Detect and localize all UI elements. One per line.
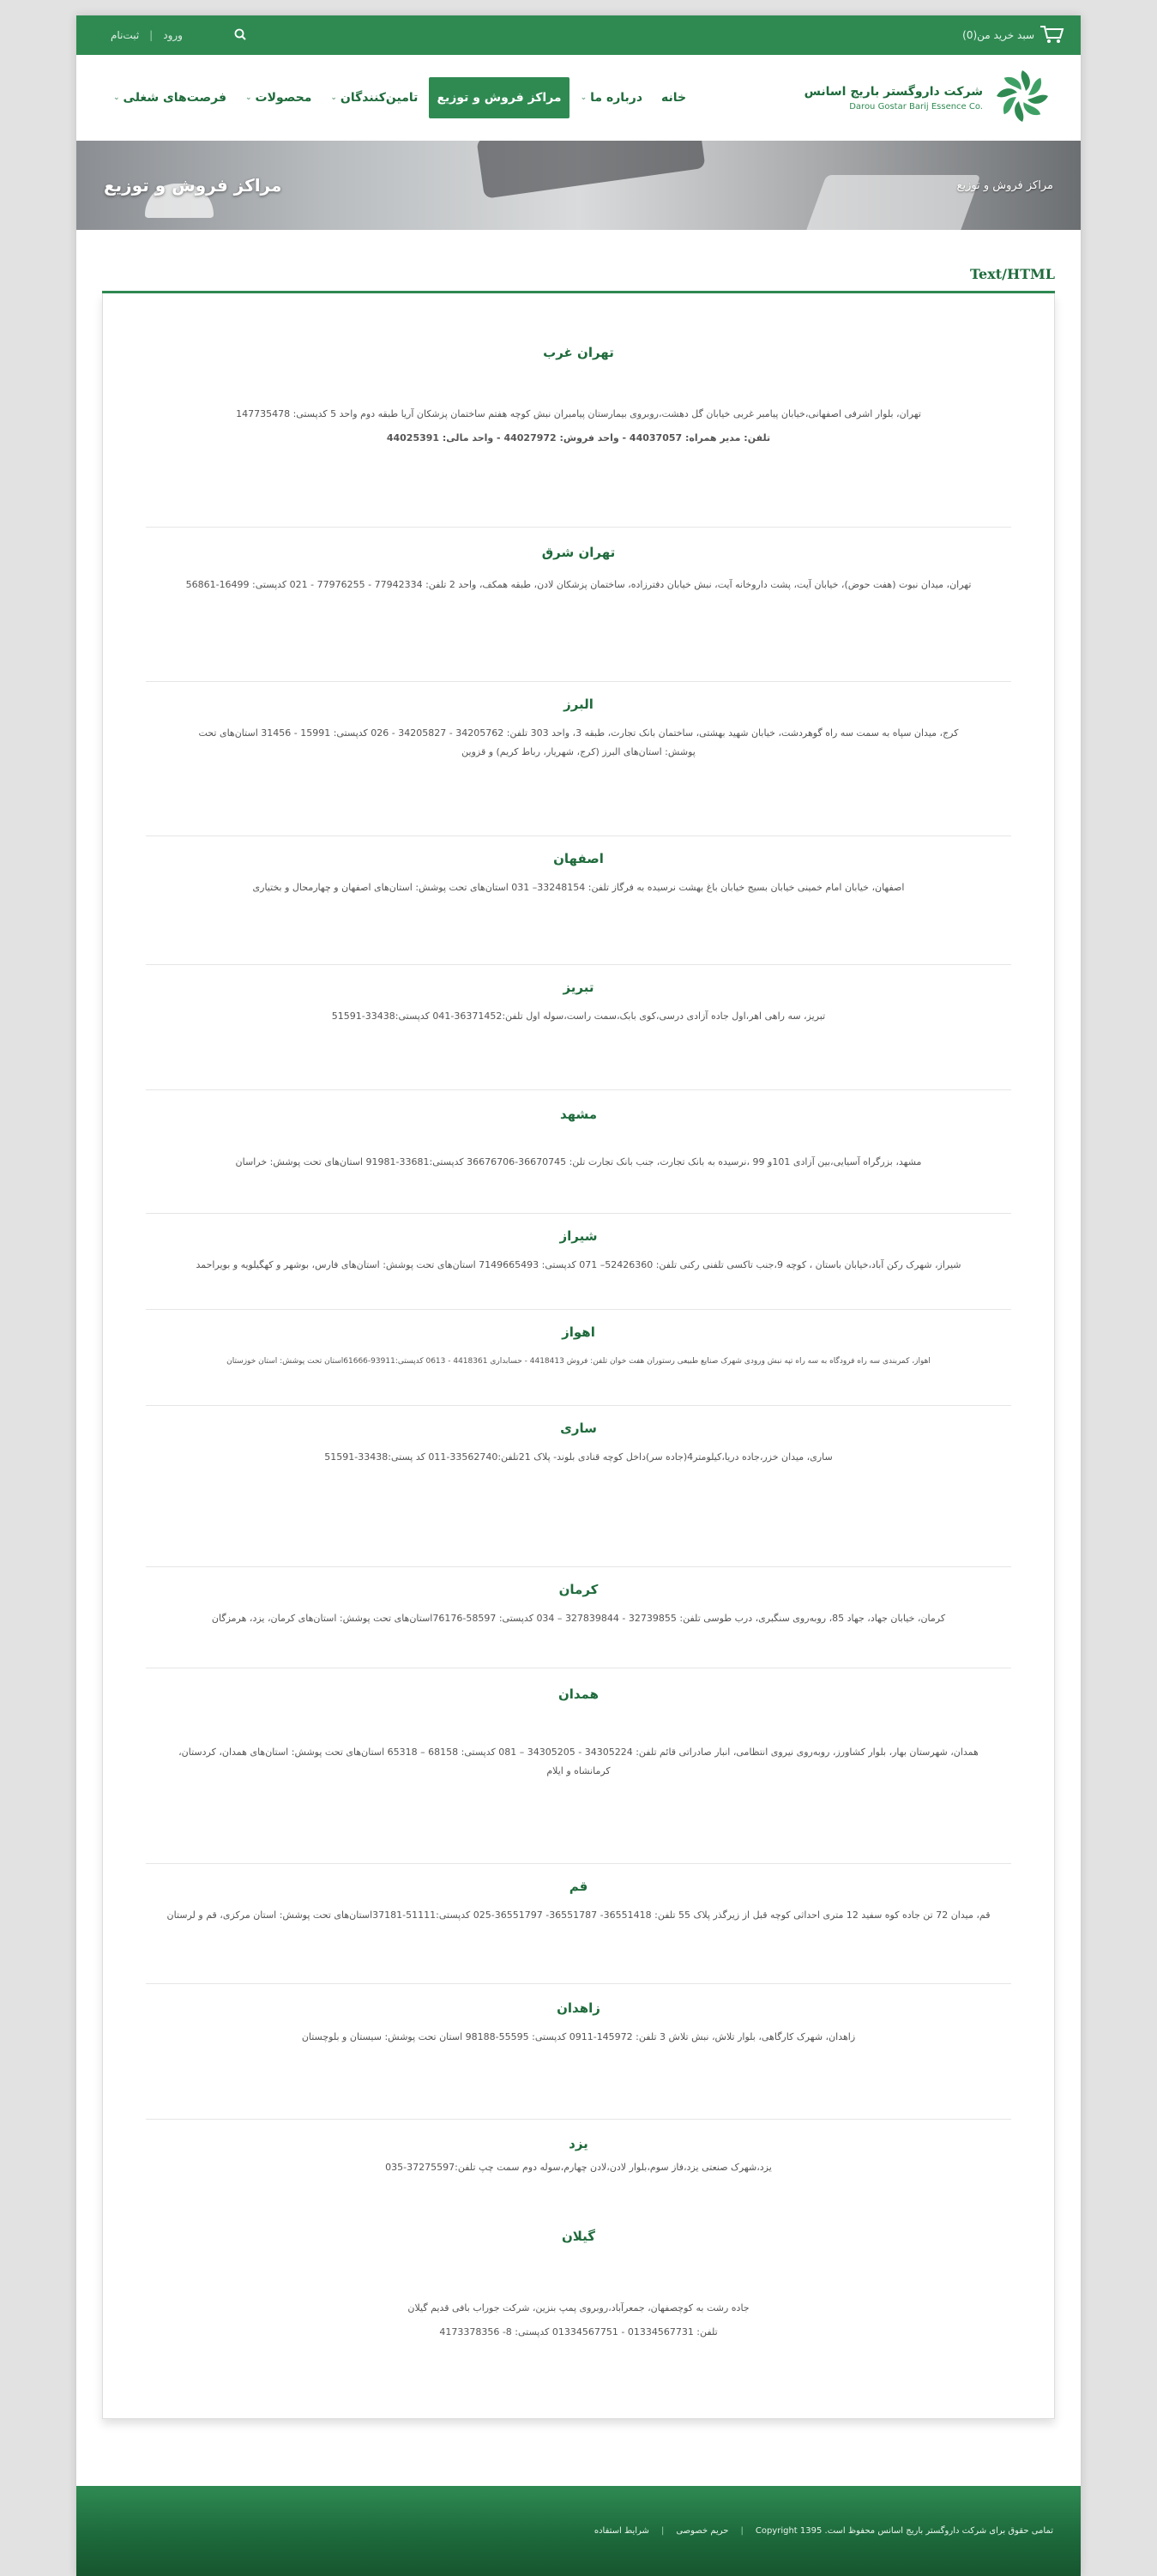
logo[interactable] — [804, 65, 1053, 130]
branch-address: مشهد، بزرگراه آسیایی،بین آزادی 101و 99 ،نرسیده به بانک تجارت، جنب بانک تجارت تلن: 36670745-36676706 کدپستی:33681-91981 استان‌های تحت پوشش: خراسان — [235, 1156, 922, 1167]
nav-item-home[interactable]: خانه — [661, 91, 687, 105]
divider — [146, 1983, 1011, 1984]
branch-coverage: کرمانشاه و ایلام — [546, 1765, 611, 1777]
cart-label: سبد خرید من(0) — [962, 29, 1034, 41]
branch-address: اهواز، کمربندی سه راه فرودگاه به سه راه تپه نبش ورودی شهرک صنایع طبیعی رستوران هفت خوان تلفن: فروش 4418413 - حسابداری 4418361 - 0613 کدپستی:93911-61666استان تحت پوشش: استان خوزستان — [226, 1357, 931, 1366]
branch-address: یزد،شهرک صنعتی یزد،فاز سوم،بلوار لادن،لادن چهارم،سوله دوم سمت چپ تلفن:37275597-035 — [385, 2162, 772, 2173]
branch-title: گیلان — [561, 2229, 596, 2244]
branch-title: زاهدان — [557, 2000, 600, 2016]
footer-separator: | — [660, 2526, 665, 2536]
branch-title: کرمان — [558, 1582, 599, 1597]
divider — [146, 1309, 1011, 1310]
divider — [146, 1405, 1011, 1406]
divider — [146, 964, 1011, 965]
banner-image-laptop — [476, 141, 705, 199]
auth-separator: | — [149, 29, 154, 41]
page — [76, 15, 1081, 2576]
divider — [146, 527, 1011, 528]
branch-phone: تلفن: مدیر همراه: 44037057 - واحد فروش: 44027972 - واحد مالی: 44025391 — [386, 432, 771, 443]
divider — [146, 1089, 1011, 1090]
nav-item-suppliers[interactable]: تامین‌کنندگان ⌄ — [330, 91, 419, 105]
branch-item — [146, 1686, 1011, 1781]
divider — [146, 1213, 1011, 1214]
branch-phone: تلفن: 01334567731 - 01334567751 کدپستی: 8- 4173378356 — [439, 2326, 718, 2338]
branch-item — [146, 2000, 1011, 2047]
privacy-link[interactable]: حریم خصوصی — [676, 2526, 729, 2536]
login-link[interactable]: ورود — [163, 29, 183, 41]
branch-address: جاده رشت به کوچصفهان، جمعرآباد،روبروی پمپ بنزین، شرکت جوراب بافی قدیم گیلان — [407, 2302, 750, 2314]
branch-address: ساری، میدان خزر،جاده دریا،کیلومتر4(جاده سر)داخل کوچه قنادی بلوند- پلاک 21تلفن:33562740-011 کد پستی:33438-51591 — [324, 1451, 833, 1463]
branch-address: اصفهان، خیابان امام خمینی خیابان بسیج خیابان باغ بهشت نرسیده به فرگاز تلفن: 33248154– 031 استان‌های تحت پوشش: استان‌های اصفهان و چهارمحال و بختیاری — [252, 882, 905, 893]
branch-title: تبریز — [563, 980, 594, 995]
logo-name-fa: شرکت داروگستر باریج اسانس — [804, 84, 983, 99]
divider — [146, 1863, 1011, 1864]
footer — [76, 2486, 1081, 2576]
branch-item — [146, 851, 1011, 897]
branch-item — [146, 1879, 1011, 1925]
branch-title: تهران غرب — [543, 345, 614, 360]
branch-title: قم — [569, 1879, 588, 1894]
branch-item — [146, 1228, 1011, 1275]
divider — [146, 1566, 1011, 1567]
branch-item — [146, 2136, 1011, 2177]
page-title: مراکز فروش و توزیع — [104, 175, 282, 196]
branch-title: تهران شرق — [541, 545, 616, 560]
divider — [146, 681, 1011, 682]
branch-address: شیراز، شهرک رکن آباد،خیابان باستان ، کوچه 9،جنب تاکسی تلفنی رکنی تلفن: 52426360– 071 کدپستی: 7149665493 استان‌های تحت پوشش: استان‌های فارس، بوشهر و کهگیلویه و بویراحمد — [196, 1259, 961, 1270]
chevron-down-icon: ⌄ — [330, 94, 337, 102]
branch-title: همدان — [557, 1686, 600, 1702]
branch-title: مشهد — [559, 1107, 598, 1122]
branch-item — [146, 697, 1011, 762]
page-banner — [76, 141, 1081, 230]
nav-item-about[interactable]: درباره ما ⌄ — [580, 91, 643, 105]
logo-icon — [991, 65, 1053, 130]
chevron-down-icon: ⌄ — [580, 94, 588, 102]
branch-title: اصفهان — [553, 851, 604, 866]
branch-item — [146, 2229, 1011, 2342]
nav-item-jobs[interactable]: فرصت‌های شغلی ⌄ — [113, 91, 226, 105]
branch-address: کرمان، خیابان جهاد، جهاد 85، روبه‌روی سنگبری، درب طوسی تلفن: 32739855 - 327839844 – 034 کدپستی: 58597-76176استان‌های تحت پوشش: استان‌های کرمان، یزد، هرمزگان — [211, 1613, 946, 1624]
branch-address: زاهدان، شهرک کارگاهی، بلوار تلاش، نبش تلاش 3 تلفن: 145972-0911 کدپستی: 55595-98188 استان تحت پوشش: سیستان و بلوچستان — [301, 2031, 856, 2042]
branch-item — [146, 1582, 1011, 1628]
branch-title: یزد — [569, 2136, 588, 2151]
branch-title: شیراز — [559, 1228, 598, 1244]
branch-address: تهران، میدان نبوت (هفت حوض)، خیابان آیت، پشت داروخانه آیت، نبش خیابان دفترزاده، ساختمان پزشکان لادن، طبقه همکف، واحد 2 تلفن: 77942334 - 77976255 - 021 کدپستی: 16499-56861 — [185, 579, 972, 590]
main-nav — [105, 77, 694, 118]
branch-item — [146, 1421, 1011, 1467]
banner-image-tablet — [801, 175, 980, 230]
register-link[interactable]: ثبت‌نام — [111, 29, 140, 41]
search-icon[interactable] — [234, 28, 246, 43]
module-title: Text/HTML — [102, 266, 1055, 293]
branch-address: تهران، بلوار اشرفی اصفهانی،خیابان پیامبر غربی خیابان گل دهشت،روبروی بیمارستان پیامبران نبش کوچه هفتم ساختمان پزشکان آریا طبقه دوم واحد 5 کدپستی: 147735478 — [236, 408, 921, 419]
chevron-down-icon: ⌄ — [245, 94, 252, 102]
divider — [146, 2119, 1011, 2120]
chevron-down-icon: ⌄ — [113, 94, 120, 102]
terms-link[interactable]: شرایط استفاده — [594, 2526, 649, 2536]
branch-address: کرج، میدان سپاه به سمت سه راه گوهردشت، خیابان شهید بهشتی، ساختمان بانک تجارت، طبقه 3، واحد 303 تلفن: 34205762 - 34205827 - 026 کدپستی: 15991 - 31456 استان‌های تحت — [198, 727, 959, 739]
header — [76, 55, 1081, 141]
logo-name-en: Darou Gostar Barij Essence Co. — [849, 101, 983, 112]
branch-item — [146, 980, 1011, 1026]
branch-item — [146, 1107, 1011, 1172]
branch-address: تبریز، سه راهی اهر،اول جاده آزادی درسی،کوی بابک،سمت راست،سوله اول تلفن:36371452-041 کدپستی:33438-51591 — [331, 1010, 826, 1022]
breadcrumb[interactable]: مراکز فروش و توزیع — [956, 178, 1053, 192]
nav-item-sales-centers[interactable]: مراکز فروش و توزیع — [429, 77, 569, 118]
cart-icon — [1039, 24, 1065, 47]
branch-title: البرز — [563, 697, 594, 712]
branch-title: ساری — [560, 1421, 597, 1436]
nav-item-products[interactable]: محصولات ⌄ — [245, 91, 312, 105]
branch-item — [146, 1324, 1011, 1371]
cart-link[interactable] — [962, 24, 1065, 47]
branch-item — [146, 545, 1011, 594]
copyright: تمامی حقوق برای شرکت داروگستر باریج اسانس محفوظ است. Copyright 1395 — [755, 2526, 1053, 2536]
branch-address: همدان، شهرستان بهار، بلوار کشاورز، روبه‌روی نیروی انتظامی، انبار صادراتی قائم تلفن: 34305224 - 34305205 – 081 کدپستی: 68158 – 65318 استان‌های تحت پوشش: استان‌های همدان، کردستان، — [178, 1746, 979, 1758]
branch-title: اهواز — [562, 1324, 595, 1340]
branch-coverage: پوشش: استان‌های البرز (کرج، شهریار، رباط کریم) و قزوین — [461, 746, 696, 757]
branch-address: قم، میدان 72 تن جاده کوه سفید 12 متری احداثی کوچه قبل از زیرگذر پلاک 55 تلفن: 36551418- 36551787- 36551797-025 کدپستی:51111-37181استان‌های تحت پوشش: استان مرکزی، قم و لرستان — [166, 1909, 991, 1921]
footer-separator: | — [740, 2526, 744, 2536]
branches-card — [102, 293, 1055, 2419]
branch-item — [146, 345, 1011, 448]
top-bar — [76, 15, 1081, 55]
